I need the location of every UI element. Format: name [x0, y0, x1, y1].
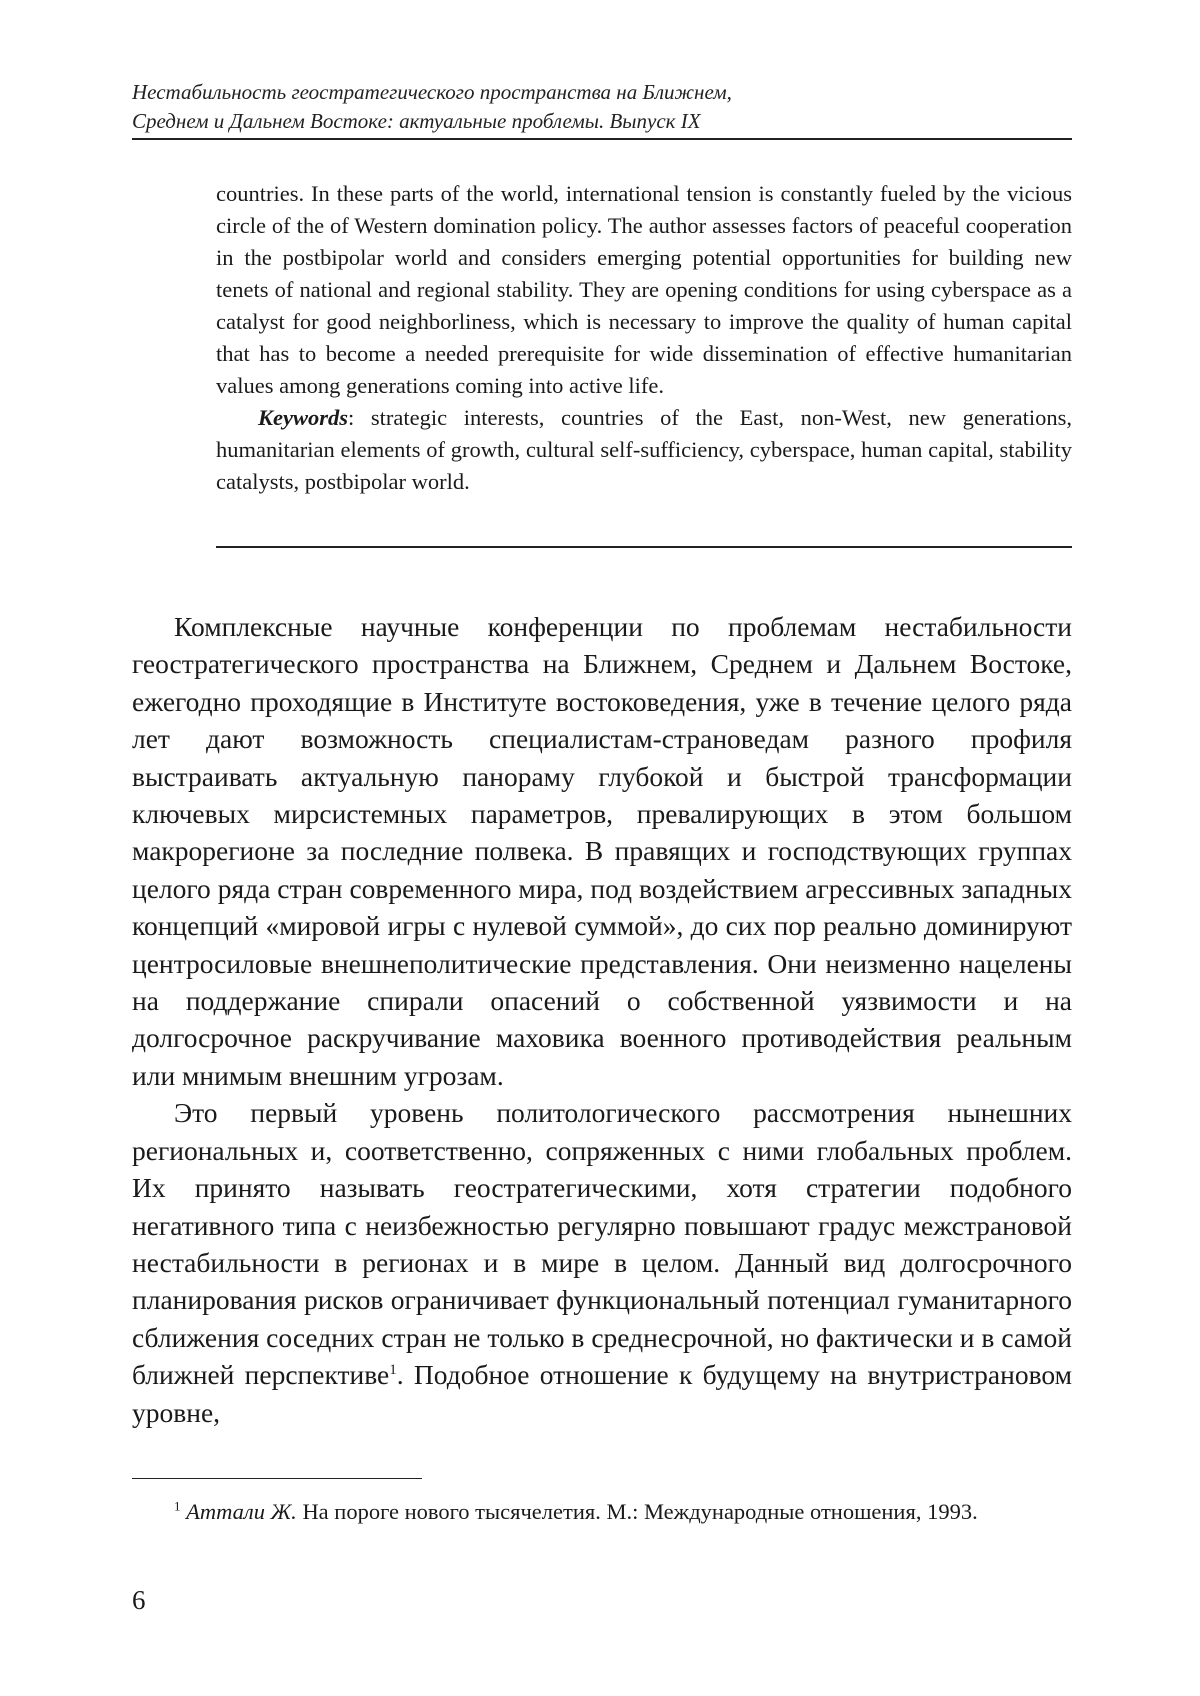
abstract-rule [216, 546, 1072, 548]
running-head [132, 78, 1072, 136]
body-paragraph-2-continuation: . Подобное отношение к будущему на внутристрановом уровне, [132, 1359, 1073, 1428]
abstract-text: countries. In these parts of the world, international tension is constantly fueled by the vicious circle of the of Western domination policy. The author assesses factors of peaceful cooperation in the postbipolar world and considers emerging potential opportunities for building new tenets of national and regional stability. They are opening conditions for using cyberspace as a catalyst for good neighborliness, which is necessary to improve the quality of human capital that has to become a needed prerequisite for wide dissemination of effective humanitarian values among generations coming into active life. [216, 181, 1072, 398]
footnote-reference: 1 [389, 1361, 397, 1378]
page-number: 6 [132, 1585, 146, 1615]
header-rule [132, 138, 1072, 140]
footnote [132, 1496, 1072, 1527]
keywords-list: : strategic interests, countries of the East, non-West, new generations, humanitarian elements of growth, cultural self-sufficiency, cyberspace, human capital, stability catalysts, postbipolar world. [216, 405, 1072, 494]
body-paragraph-2 [132, 1094, 1072, 1431]
footnote-marker: 1 [174, 1498, 181, 1514]
english-abstract [216, 178, 1072, 498]
main-text [132, 608, 1072, 1431]
footnote-text: На пороге нового тысячелетия. М.: Международные отношения, 1993. [296, 1499, 978, 1524]
footnote-author: Аттали Ж. [186, 1499, 297, 1524]
footnote-rule [132, 1478, 422, 1479]
keywords-paragraph [216, 402, 1072, 498]
running-head-line-2: Среднем и Дальнем Востоке: актуальные проблемы. Выпуск IX [132, 109, 701, 133]
body-paragraph-1: Комплексные научные конференции по проблемам нестабильности геостратегического пространства на Ближнем, Среднем и Дальнем Востоке, ежегодно проходящие в Институте востоковедения, уже в течение целого ряда лет дают возможность специалистам-страноведам разного профиля выстраивать актуальную панораму глубокой и быстрой трансформации ключевых мирсистемных параметров, превалирующих в этом большом макрорегионе за последние полвека. В правящих и господствующих группах целого ряда стран современного мира, под воздействием агрессивных западных концепций «мировой игры с нулевой суммой», до сих пор реально доминируют центросиловые внешнеполитические представления. Они неизменно нацелены на поддержание спирали опасений о собственной уязвимости и на долгосрочное раскручивание маховика военного противодействия реальным или мнимым внешним угрозам. [132, 611, 1072, 1091]
body-paragraph-2-text: Это первый уровень политологического рассмотрения нынешних региональных и, соответственно, сопряженных с ними глобальных проблем. Их принято называть геостратегическими, хотя стратегии подобного негативного типа с неизбежностью регулярно повышают градус межстрановой нестабильности в регионах и в мире в целом. Данный вид долгосрочного планирования рисков ограничивает функциональный потенциал гуманитарного сближения соседних стран не только в среднесрочной, но фактически и в самой ближней перспективе [132, 1097, 1072, 1391]
running-head-line-1: Нестабильность геостратегического пространства на Ближнем, [132, 80, 732, 104]
keywords-label: Keywords [258, 405, 348, 430]
footnote-paragraph [132, 1496, 1072, 1527]
